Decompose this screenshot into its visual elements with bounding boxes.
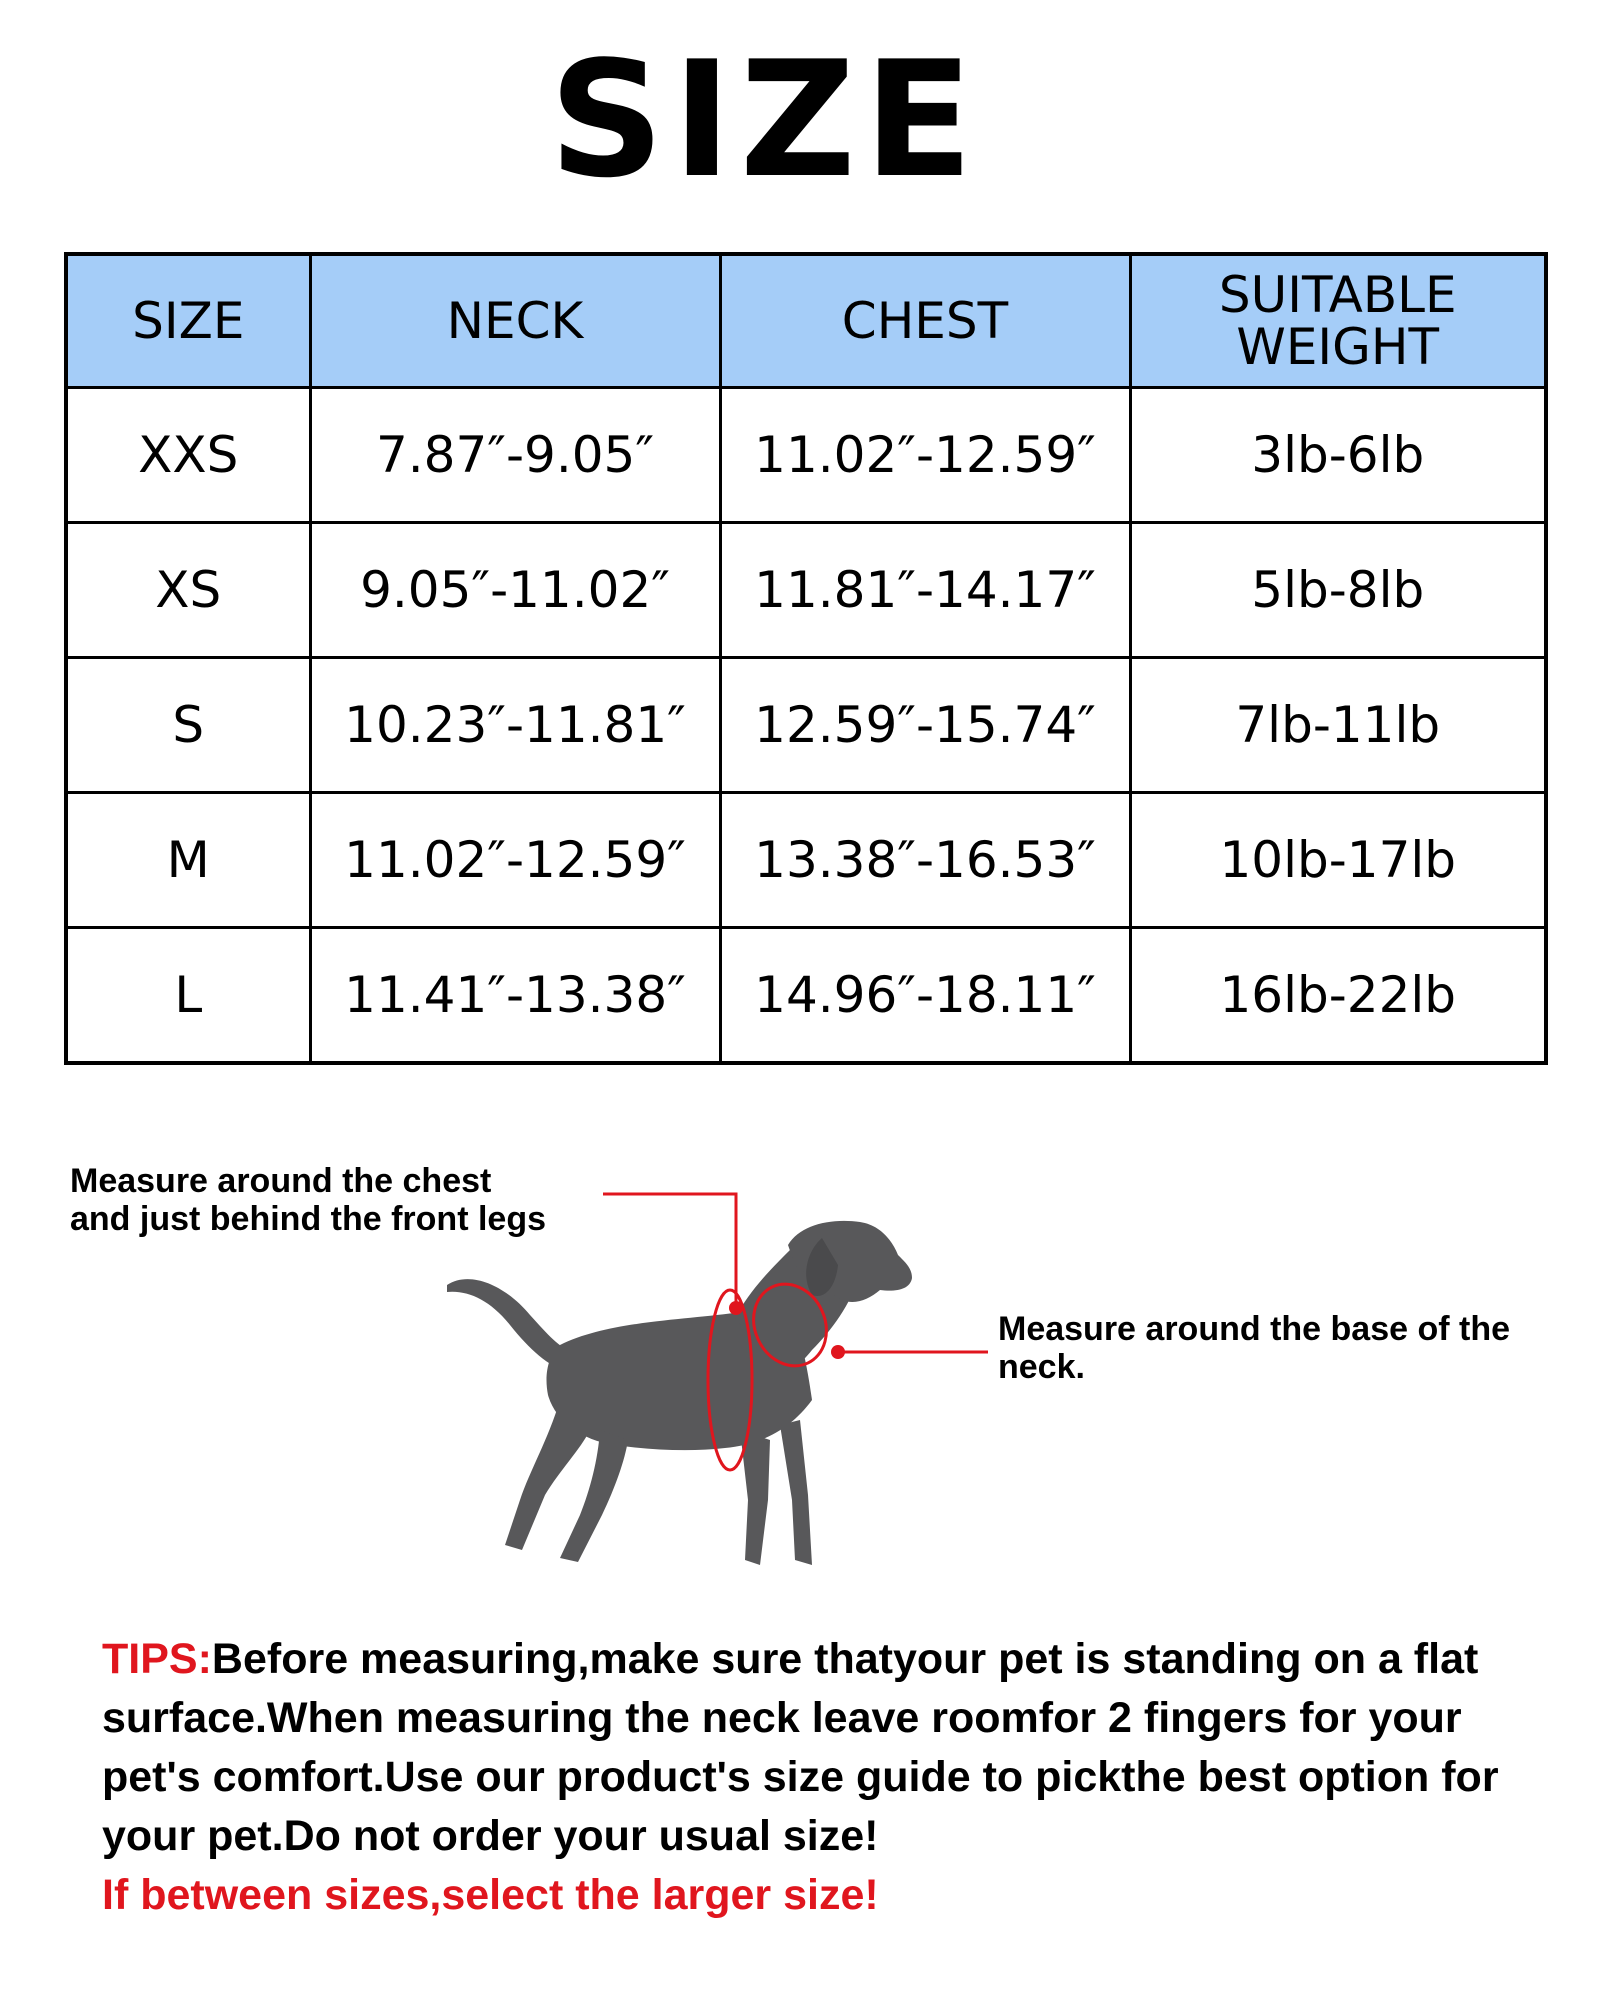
weight-cell: 7lb-11lb <box>1130 658 1546 793</box>
size-cell: XS <box>66 523 310 658</box>
chest-cell: 13.38″-16.53″ <box>720 793 1130 928</box>
size-chart-table <box>64 252 1548 1065</box>
table-row <box>66 523 1546 658</box>
tips-body: Before measuring,make sure thatyour pet is standing on a flat surface.When measuring the neck leave roomfor 2 fingers for your pet's comfort.Use our product's size guide to pickthe best option for your pet.Do not order your usual size! <box>102 1635 1499 1860</box>
tips-warning: If between sizes,select the larger size! <box>102 1871 879 1919</box>
header-chest: CHEST <box>720 254 1130 388</box>
neck-cell: 11.41″-13.38″ <box>310 928 720 1064</box>
table-row <box>66 388 1546 523</box>
page-title: SIZE <box>548 26 982 213</box>
chest-cell: 12.59″-15.74″ <box>720 658 1130 793</box>
dog-measurement-diagram <box>420 1160 1100 1600</box>
header-suitable-weight: SUITABLE WEIGHT <box>1130 254 1546 388</box>
table-header-row <box>66 254 1546 388</box>
size-cell: M <box>66 793 310 928</box>
weight-cell: 3lb-6lb <box>1130 388 1546 523</box>
dog-silhouette <box>447 1221 912 1565</box>
tips-label: TIPS: <box>102 1635 212 1683</box>
neck-cell: 11.02″-12.59″ <box>310 793 720 928</box>
tips-paragraph <box>102 1630 1562 1925</box>
chest-cell: 11.81″-14.17″ <box>720 523 1130 658</box>
weight-cell: 10lb-17lb <box>1130 793 1546 928</box>
weight-cell: 5lb-8lb <box>1130 523 1546 658</box>
table-row <box>66 793 1546 928</box>
weight-cell: 16lb-22lb <box>1130 928 1546 1064</box>
neck-measure-note: Measure around the base of the neck. <box>998 1310 1510 1386</box>
chest-measure-note: Measure around the chest and just behind the front legs <box>70 1162 546 1238</box>
chest-cell: 11.02″-12.59″ <box>720 388 1130 523</box>
table-row <box>66 658 1546 793</box>
neck-cell: 7.87″-9.05″ <box>310 388 720 523</box>
chest-marker-dot <box>729 1301 743 1315</box>
header-size: SIZE <box>66 254 310 388</box>
chest-cell: 14.96″-18.11″ <box>720 928 1130 1064</box>
size-cell: L <box>66 928 310 1064</box>
header-neck: NECK <box>310 254 720 388</box>
size-cell: XXS <box>66 388 310 523</box>
size-cell: S <box>66 658 310 793</box>
neck-cell: 10.23″-11.81″ <box>310 658 720 793</box>
neck-marker-dot <box>831 1345 845 1359</box>
neck-cell: 9.05″-11.02″ <box>310 523 720 658</box>
table-row <box>66 928 1546 1064</box>
